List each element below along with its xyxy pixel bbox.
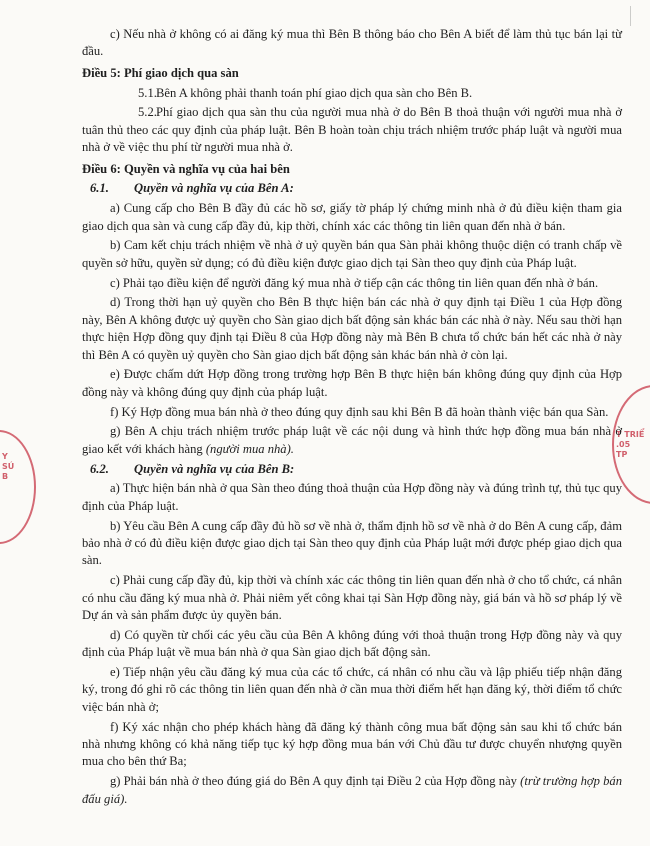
clause-5-2-text: Phí giao dịch qua sàn thu của người mua nhà ở do Bên B thoả thuận với người mua nhà ở tuân thủ theo các quy định của pháp luật. Bên B hoàn toàn chịu trách nhiệm trước pháp luật và người mua nhà ở về việc thu phí từ người mua nhà ở. [82, 105, 622, 155]
clause-5-1-text: Bên A không phải thanh toán phí giao dịch qua sàn cho Bên B. [156, 85, 473, 100]
item-6-1-f: f) Ký Hợp đồng mua bán nhà ở theo đúng quy định sau khi Bên B đã hoàn thành việc bán qua Sàn. [110, 404, 609, 419]
item-6-1-g [82, 423, 622, 458]
item-6-2-d: d) Có quyền từ chối các yêu cầu của Bên A không đúng với thoả thuận trong Hợp đồng này và quy định của Pháp luật về mua bán nhà ở qua Sàn giao dịch bất động sản. [82, 627, 622, 660]
red-stamp-left [0, 430, 36, 544]
clause-5-2 [82, 104, 622, 156]
item-6-2-g [82, 773, 622, 808]
item-6-2-b: b) Yêu cầu Bên A cung cấp đầy đủ hồ sơ về nhà ở, thẩm định hồ sơ về nhà ở do Bên A cung cấp, đảm bảo nhà ở có đủ điều kiện được giao dịch tại Sàn theo quy định của Pháp luật mới được phép giao dịch qua sàn. [82, 518, 622, 568]
item-6-2-e: e) Tiếp nhận yêu cầu đăng ký mua của các tổ chức, cá nhân có nhu cầu và lập phiếu tiếp nhận đăng ký, trong đó ghi rõ các thông tin liên quan đến nhà ở cần mua thời điểm hết hạn đăng ký, thời điểm tổ chức việc bán nhà ở; [82, 665, 622, 714]
section-6-2-title [82, 461, 622, 478]
section-6-2-number: 6.2. [90, 461, 109, 476]
stamp-right-text: T TRIỂ .05 TP [616, 430, 645, 459]
article-5-title: Điều 5: Phí giao dịch qua sàn [82, 65, 239, 80]
clause-5-2-number: 5.2. [138, 105, 157, 120]
item-6-2-g-italic: (trừ trường hợp bán đấu giá). [82, 774, 622, 806]
scan-corner-mark [630, 6, 647, 26]
clause-5-1 [82, 85, 622, 102]
item-6-1-c: c) Phải tạo điều kiện để người đăng ký mua nhà ở tiếp cận các thông tin liên quan đến nhà ở bán. [110, 275, 599, 290]
item-6-2-f: f) Ký xác nhận cho phép khách hàng đã đăng ký thành công mua bất động sản sau khi tổ chức bán nhà nhưng không có khả năng tiếp tục ký hợp đồng mua bán với Chủ đầu tư được chuyển nhượng quyền mua cho bên thứ Ba; [82, 719, 622, 769]
item-6-1-g-italic: (người mua nhà). [205, 441, 294, 456]
section-6-1-title [82, 180, 622, 197]
section-6-1-number: 6.1. [90, 181, 109, 196]
item-6-2-c: c) Phải cung cấp đầy đủ, kịp thời và chính xác các thông tin liên quan đến nhà ở cho tổ chức, cá nhân có nhu cầu đăng ký mua nhà ở. Phải niêm yết công khai tại Sàn Hợp đồng này, giá bán và hồ sơ pháp lý về Dự án và sản phẩm được ủy quyền bán. [82, 573, 622, 623]
paragraph-c-no-buyer: c) Nếu nhà ở không có ai đăng ký mua thì Bên B thông báo cho Bên A biết để làm thủ tục bán lại từ đầu. [82, 27, 622, 59]
item-6-1-b: b) Cam kết chịu trách nhiệm về nhà ở uỷ quyền bán qua Sàn phải không thuộc diện có tranh chấp về quyền sở hữu, quyền sử dụng; có đủ điều kiện được giao dịch tại Sàn theo quy định của Pháp luật. [82, 238, 622, 270]
item-6-1-d: d) Trong thời hạn uỷ quyền cho Bên B thực hiện bán các nhà ở quy định tại Điều 1 của Hợp đồng này, Bên A không được uỷ quyền cho Sàn giao dịch bất động sản khác bán các nhà ở này. Nếu sau thời hạn thực hiện Hợp đồng quy định tại Điều 8 của Hợp đồng này mà Bên B chưa tổ chức bán hết các nhà ở này thì Bên A có quyền uỷ quyền cho Sàn giao dịch bất động sản khác bán nhà ở còn lại. [82, 295, 622, 362]
item-6-2-g-text: g) Phải bán nhà ở theo đúng giá do Bên A quy định tại Điều 2 của Hợp đồng này [110, 774, 517, 789]
stamp-left-text: Y SÚ B [2, 452, 15, 481]
item-6-1-e: e) Được chấm dứt Hợp đồng trong trường hợp Bên B thực hiện bán không đúng quy định của Hợp đồng này và không đúng quy định của pháp luật. [82, 367, 622, 399]
item-6-1-g-text: g) Bên A chịu trách nhiệm trước pháp luật về các nội dung và hình thức hợp đồng mua bán nhà ở giao kết với khách hàng [82, 424, 622, 456]
section-6-1-heading: Quyền và nghĩa vụ của Bên A: [134, 181, 294, 196]
section-6-2-heading: Quyền và nghĩa vụ của Bên B: [134, 461, 295, 476]
document-body [82, 26, 622, 810]
item-6-2-a: a) Thực hiện bán nhà ở qua Sàn theo đúng thoả thuận của Hợp đồng này và đúng trình tự, thủ tục quy định của Pháp luật. [82, 481, 622, 513]
clause-5-1-number: 5.1. [138, 85, 157, 100]
item-6-1-a: a) Cung cấp cho Bên B đầy đủ các hồ sơ, giấy tờ pháp lý chứng minh nhà ở đủ điều kiện tham gia giao dịch qua sàn và cung cấp đầy đủ, kịp thời, chính xác các thông tin liên quan đến nhà ở bán. [82, 201, 622, 233]
article-6-title: Điều 6: Quyền và nghĩa vụ của hai bên [82, 161, 290, 176]
